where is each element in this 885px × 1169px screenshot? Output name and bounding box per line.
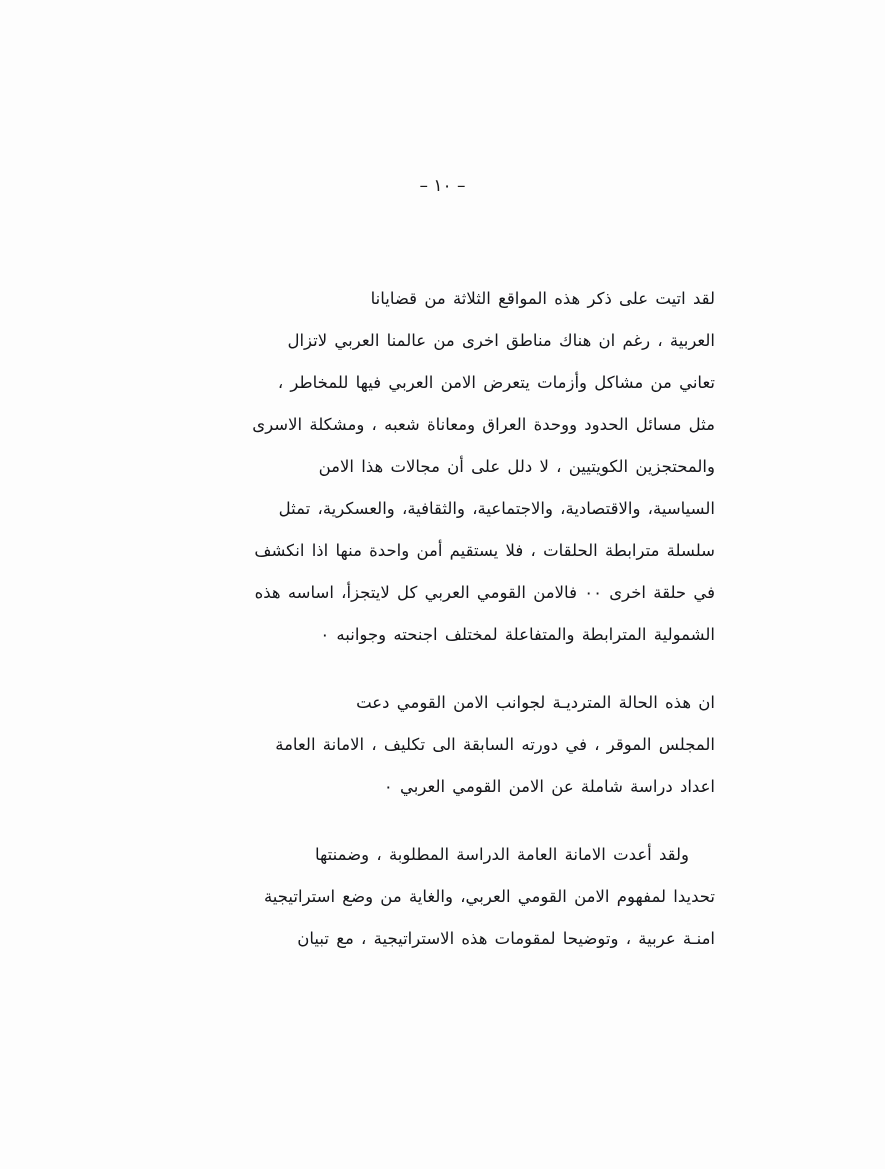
paragraph-1-line-9: [148, 614, 737, 656]
paragraph-3: [148, 834, 737, 960]
page-number: – ١٠ –: [419, 176, 466, 196]
paragraph-1-line-3: [148, 362, 737, 404]
line-text: ولقد أعدت الامانة العامة الدراسة المطلوبة ، وضمنتها: [315, 845, 689, 864]
paragraph-1-line-6: [148, 488, 737, 530]
line-text: السياسية، والاقتصادية، والاجتماعية، والثقافية، والعسكرية، تمثل: [278, 499, 715, 518]
line-text: الشمولية المترابطة والمتفاعلة لمختلف اجنحته وجوانبه ٠: [320, 625, 715, 644]
paragraph-2-line-1: [148, 682, 737, 724]
paragraph-2-line-3: [148, 766, 737, 808]
line-text: ان هذه الحالة المترديـة لجوانب الامن القومي دعت: [356, 693, 715, 712]
paragraph-2: [148, 682, 737, 808]
line-text: امنـة عربية ، وتوضيحا لمقومات هذه الاستراتيجية ، مع تبيان: [297, 929, 715, 948]
line-text: والمحتجزين الكويتيين ، لا دلل على أن مجالات هذا الامن: [318, 457, 715, 476]
line-text: المجلس الموقر ، في دورته السابقة الى تكليف ، الامانة العامة: [275, 735, 715, 754]
line-text: اعداد دراسة شاملة عن الامن القومي العربي ٠: [383, 777, 715, 796]
paragraph-2-line-2: [148, 724, 737, 766]
paragraph-3-line-1: [148, 834, 737, 876]
line-text: مثل مسائل الحدود ووحدة العراق ومعاناة شعبه ، ومشكلة الاسرى: [252, 415, 715, 434]
line-text: سلسلة مترابطة الحلقات ، فلا يستقيم أمن واحدة منها اذا انكشف: [254, 541, 715, 560]
line-text: تعاني من مشاكل وأزمات يتعرض الامن العربي فيها للمخاطر ،: [277, 373, 715, 392]
line-text: في حلقة اخرى ٠٠ فالامن القومي العربي كل لايتجزأ، اساسه هذه: [254, 583, 715, 602]
paragraph-1-line-1: [148, 278, 737, 320]
paragraph-1-line-2: [148, 320, 737, 362]
paragraph-1-line-7: [148, 530, 737, 572]
paragraph-1-line-8: [148, 572, 737, 614]
line-text: تحديدا لمفهوم الامن القومي العربي، والغاية من وضع استراتيجية: [263, 887, 715, 906]
paragraph-1-line-5: [148, 446, 737, 488]
paragraph-3-line-2: [148, 876, 737, 918]
paragraph-3-line-3: [148, 918, 737, 960]
line-text: لقد اتيت على ذكر هذه المواقع الثلاثة من قضايانا: [370, 289, 715, 308]
document-body: [148, 278, 737, 986]
line-text: العربية ، رغم ان هناك مناطق اخرى من عالمنا العربي لاتزال: [287, 331, 715, 350]
paragraph-1: [148, 278, 737, 656]
paragraph-1-line-4: [148, 404, 737, 446]
